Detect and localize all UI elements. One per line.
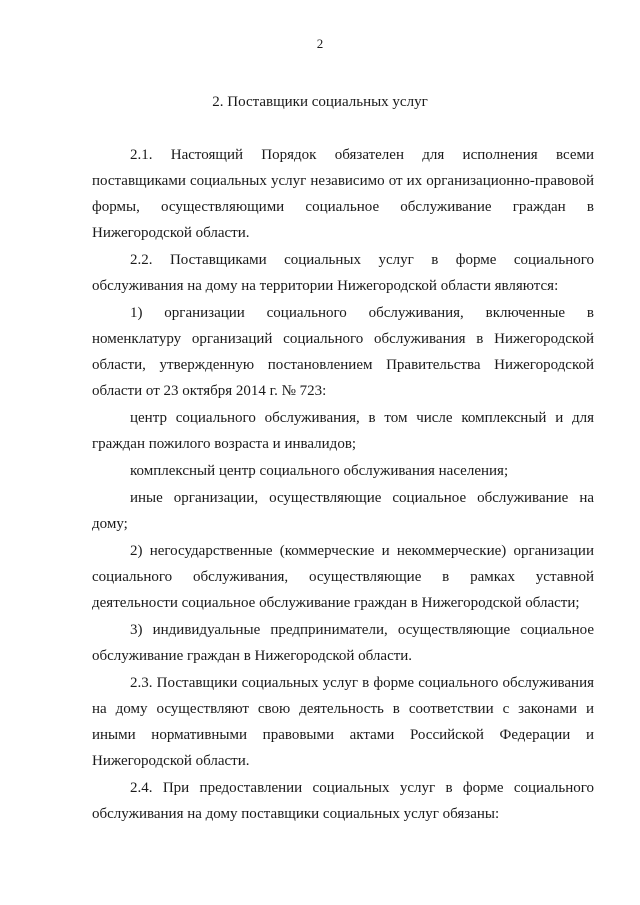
paragraph-2-3: 2.3. Поставщики социальных услуг в форме социального обслуживания на дому осуществляют свою деятельность в соответствии с законами и иными нормативными правовыми актами Российской Федерации и Нижегородской области.	[92, 675, 594, 769]
page-number: 2	[316, 36, 324, 51]
paragraph-2-4: 2.4. При предоставлении социальных услуг в форме социального обслуживания на дому поставщики социальных услуг обязаны:	[92, 780, 594, 822]
paragraph-item-3: 3) индивидуальные предприниматели, осуществляющие социальное обслуживание граждан в Нижегородской области.	[92, 622, 594, 664]
paragraph-other-organizations: иные организации, осуществляющие социальное обслуживание на дому;	[92, 490, 594, 532]
paragraph-item-1: 1) организации социального обслуживания, включенные в номенклатуру организаций социального обслуживания в Нижегородской области, утвержденную постановлением Правительства Нижегородской области от 23 октября 2014 г. № 723:	[92, 305, 594, 399]
section-title: 2. Поставщики социальных услуг	[212, 94, 428, 110]
paragraph-social-center: центр социального обслуживания, в том числе комплексный и для граждан пожилого возраста и инвалидов;	[92, 410, 594, 452]
paragraph-2-1: 2.1. Настоящий Порядок обязателен для исполнения всеми поставщиками социальных услуг независимо от их организационно-правовой формы, осуществляющими социальное обслуживание граждан в Нижегородской области.	[92, 147, 594, 241]
document-body	[92, 142, 594, 828]
paragraph-complex-center: комплексный центр социального обслуживания населения;	[130, 463, 509, 479]
paragraph-2-2: 2.2. Поставщиками социальных услуг в форме социального обслуживания на дому на территории Нижегородской области являются:	[92, 252, 594, 294]
paragraph-item-2: 2) негосударственные (коммерческие и некоммерческие) организации социального обслуживания, осуществляющие в рамках уставной деятельности социальное обслуживание граждан в Нижегородской области;	[92, 543, 594, 611]
